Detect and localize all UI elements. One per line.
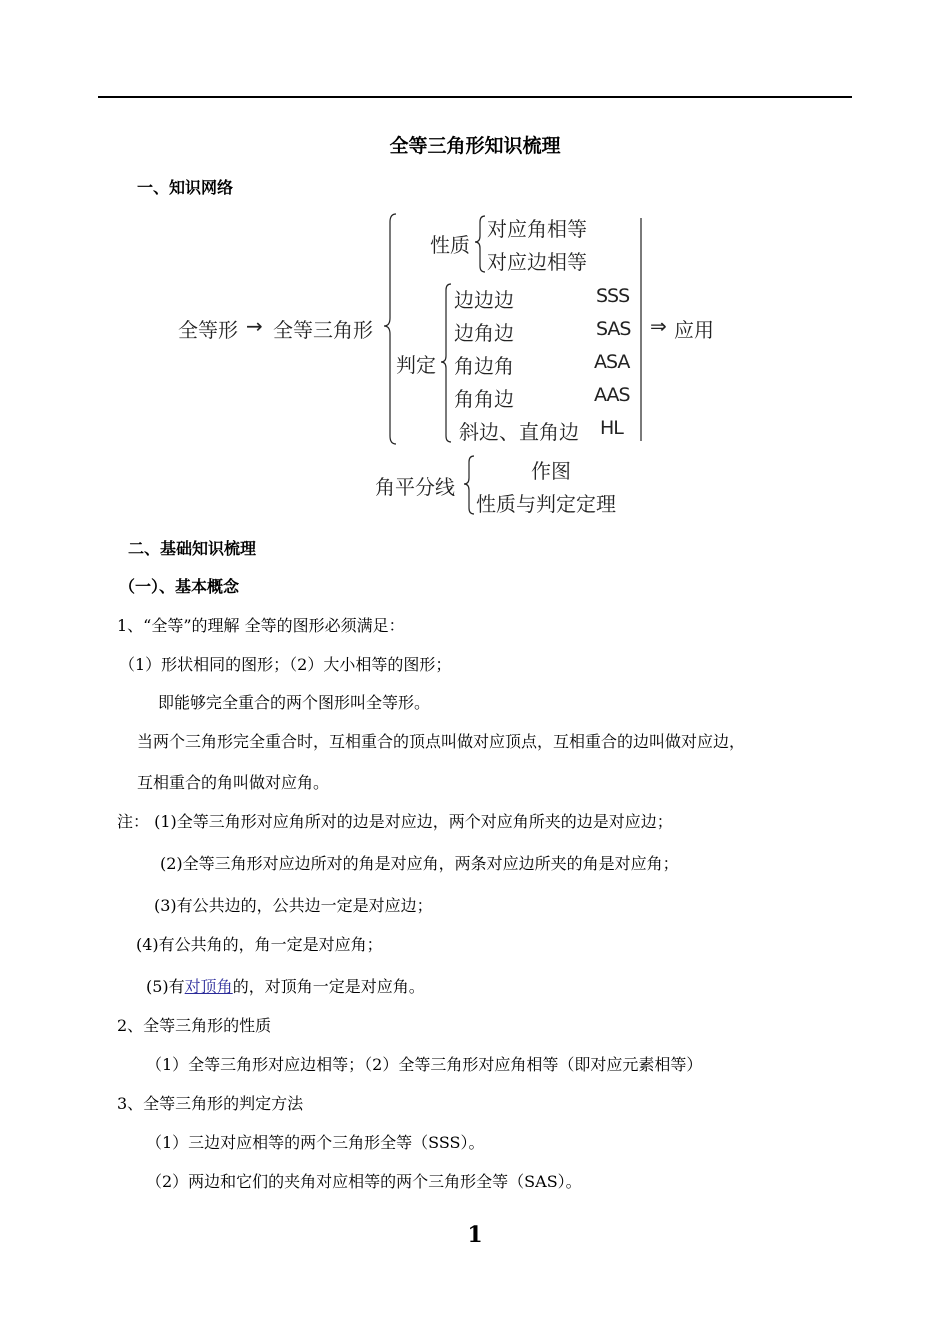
judgement-name: 边边边 [454, 288, 514, 312]
paragraph: （1）全等三角形对应边相等；（2）全等三角形对应角相等（即对应元素相等） [146, 1055, 703, 1074]
judgement-code: HL [600, 417, 623, 439]
judgement-code: ASA [594, 351, 630, 373]
paragraph: （1）三边对应相等的两个三角形全等（SSS）。 [146, 1133, 485, 1152]
subsection-heading-concepts: （一）、基本概念 [119, 577, 240, 596]
paragraph: （2）两边和它们的夹角对应相等的两个三角形全等（SAS）。 [146, 1172, 582, 1191]
property-item: 对应角相等 [487, 217, 587, 241]
main-brace [384, 214, 396, 444]
property-brace [475, 216, 485, 272]
judgement-name: 斜边、直角边 [459, 420, 579, 444]
application-label: 应用 [674, 318, 714, 342]
note-text: (5)有 [146, 977, 185, 996]
property-label: 性质 [430, 233, 470, 257]
paragraph: 即能够完全重合的两个图形叫全等形。 [158, 693, 431, 712]
section-heading-knowledge-network: 一、知识网络 [137, 178, 234, 197]
page-title: 全等三角形知识梳理 [389, 135, 561, 157]
judgement-label: 判定 [396, 353, 436, 377]
section-heading-basics: 二、基础知识梳理 [128, 539, 257, 558]
paragraph: 互相重合的角叫做对应角。 [137, 773, 330, 792]
judgement-name: 边角边 [454, 321, 514, 345]
note-line [146, 974, 425, 997]
angle-bisector-label: 角平分线 [375, 475, 455, 499]
bisector-item: 性质与判定定理 [476, 492, 616, 516]
judgement-brace [441, 284, 451, 442]
judgement-name: 角边角 [454, 354, 514, 378]
note-line: 注： (1)全等三角形对应角所对的边是对应边，两个对应角所夹的边是对应边； [117, 812, 673, 831]
judgement-code: AAS [594, 384, 630, 406]
judgement-code: SAS [596, 318, 631, 340]
vertical-angle-link[interactable]: 对顶角 [184, 977, 233, 996]
paragraph: 3、全等三角形的判定方法 [117, 1094, 304, 1113]
root-shape-label: 全等形 [178, 318, 238, 342]
paragraph: 1、“全等”的理解 全等的图形必须满足： [117, 616, 405, 635]
note-line: (2)全等三角形对应边所对的角是对应角，两条对应边所夹的角是对应角； [160, 854, 679, 873]
arrow-icon: → [246, 314, 263, 338]
judgement-code: SSS [596, 285, 630, 307]
note-text: 的，对顶角一定是对应角。 [232, 977, 425, 996]
note-line: (4)有公共角的，角一定是对应角； [136, 935, 383, 954]
property-item: 对应边相等 [487, 250, 587, 274]
paragraph: 2、全等三角形的性质 [117, 1016, 272, 1035]
note-line: (3)有公共边的，公共边一定是对应边； [154, 896, 433, 915]
bisector-brace [464, 456, 474, 514]
bisector-item: 作图 [531, 459, 571, 483]
paragraph: 当两个三角形完全重合时，互相重合的顶点叫做对应顶点，互相重合的边叫做对应边， [137, 732, 746, 751]
implies-icon: ⇒ [650, 314, 667, 338]
page-number: 1 [467, 1222, 483, 1248]
congruent-triangle-label: 全等三角形 [273, 318, 373, 342]
paragraph: （1）形状相同的图形；（2）大小相等的图形； [119, 655, 452, 674]
judgement-name: 角角边 [454, 387, 514, 411]
